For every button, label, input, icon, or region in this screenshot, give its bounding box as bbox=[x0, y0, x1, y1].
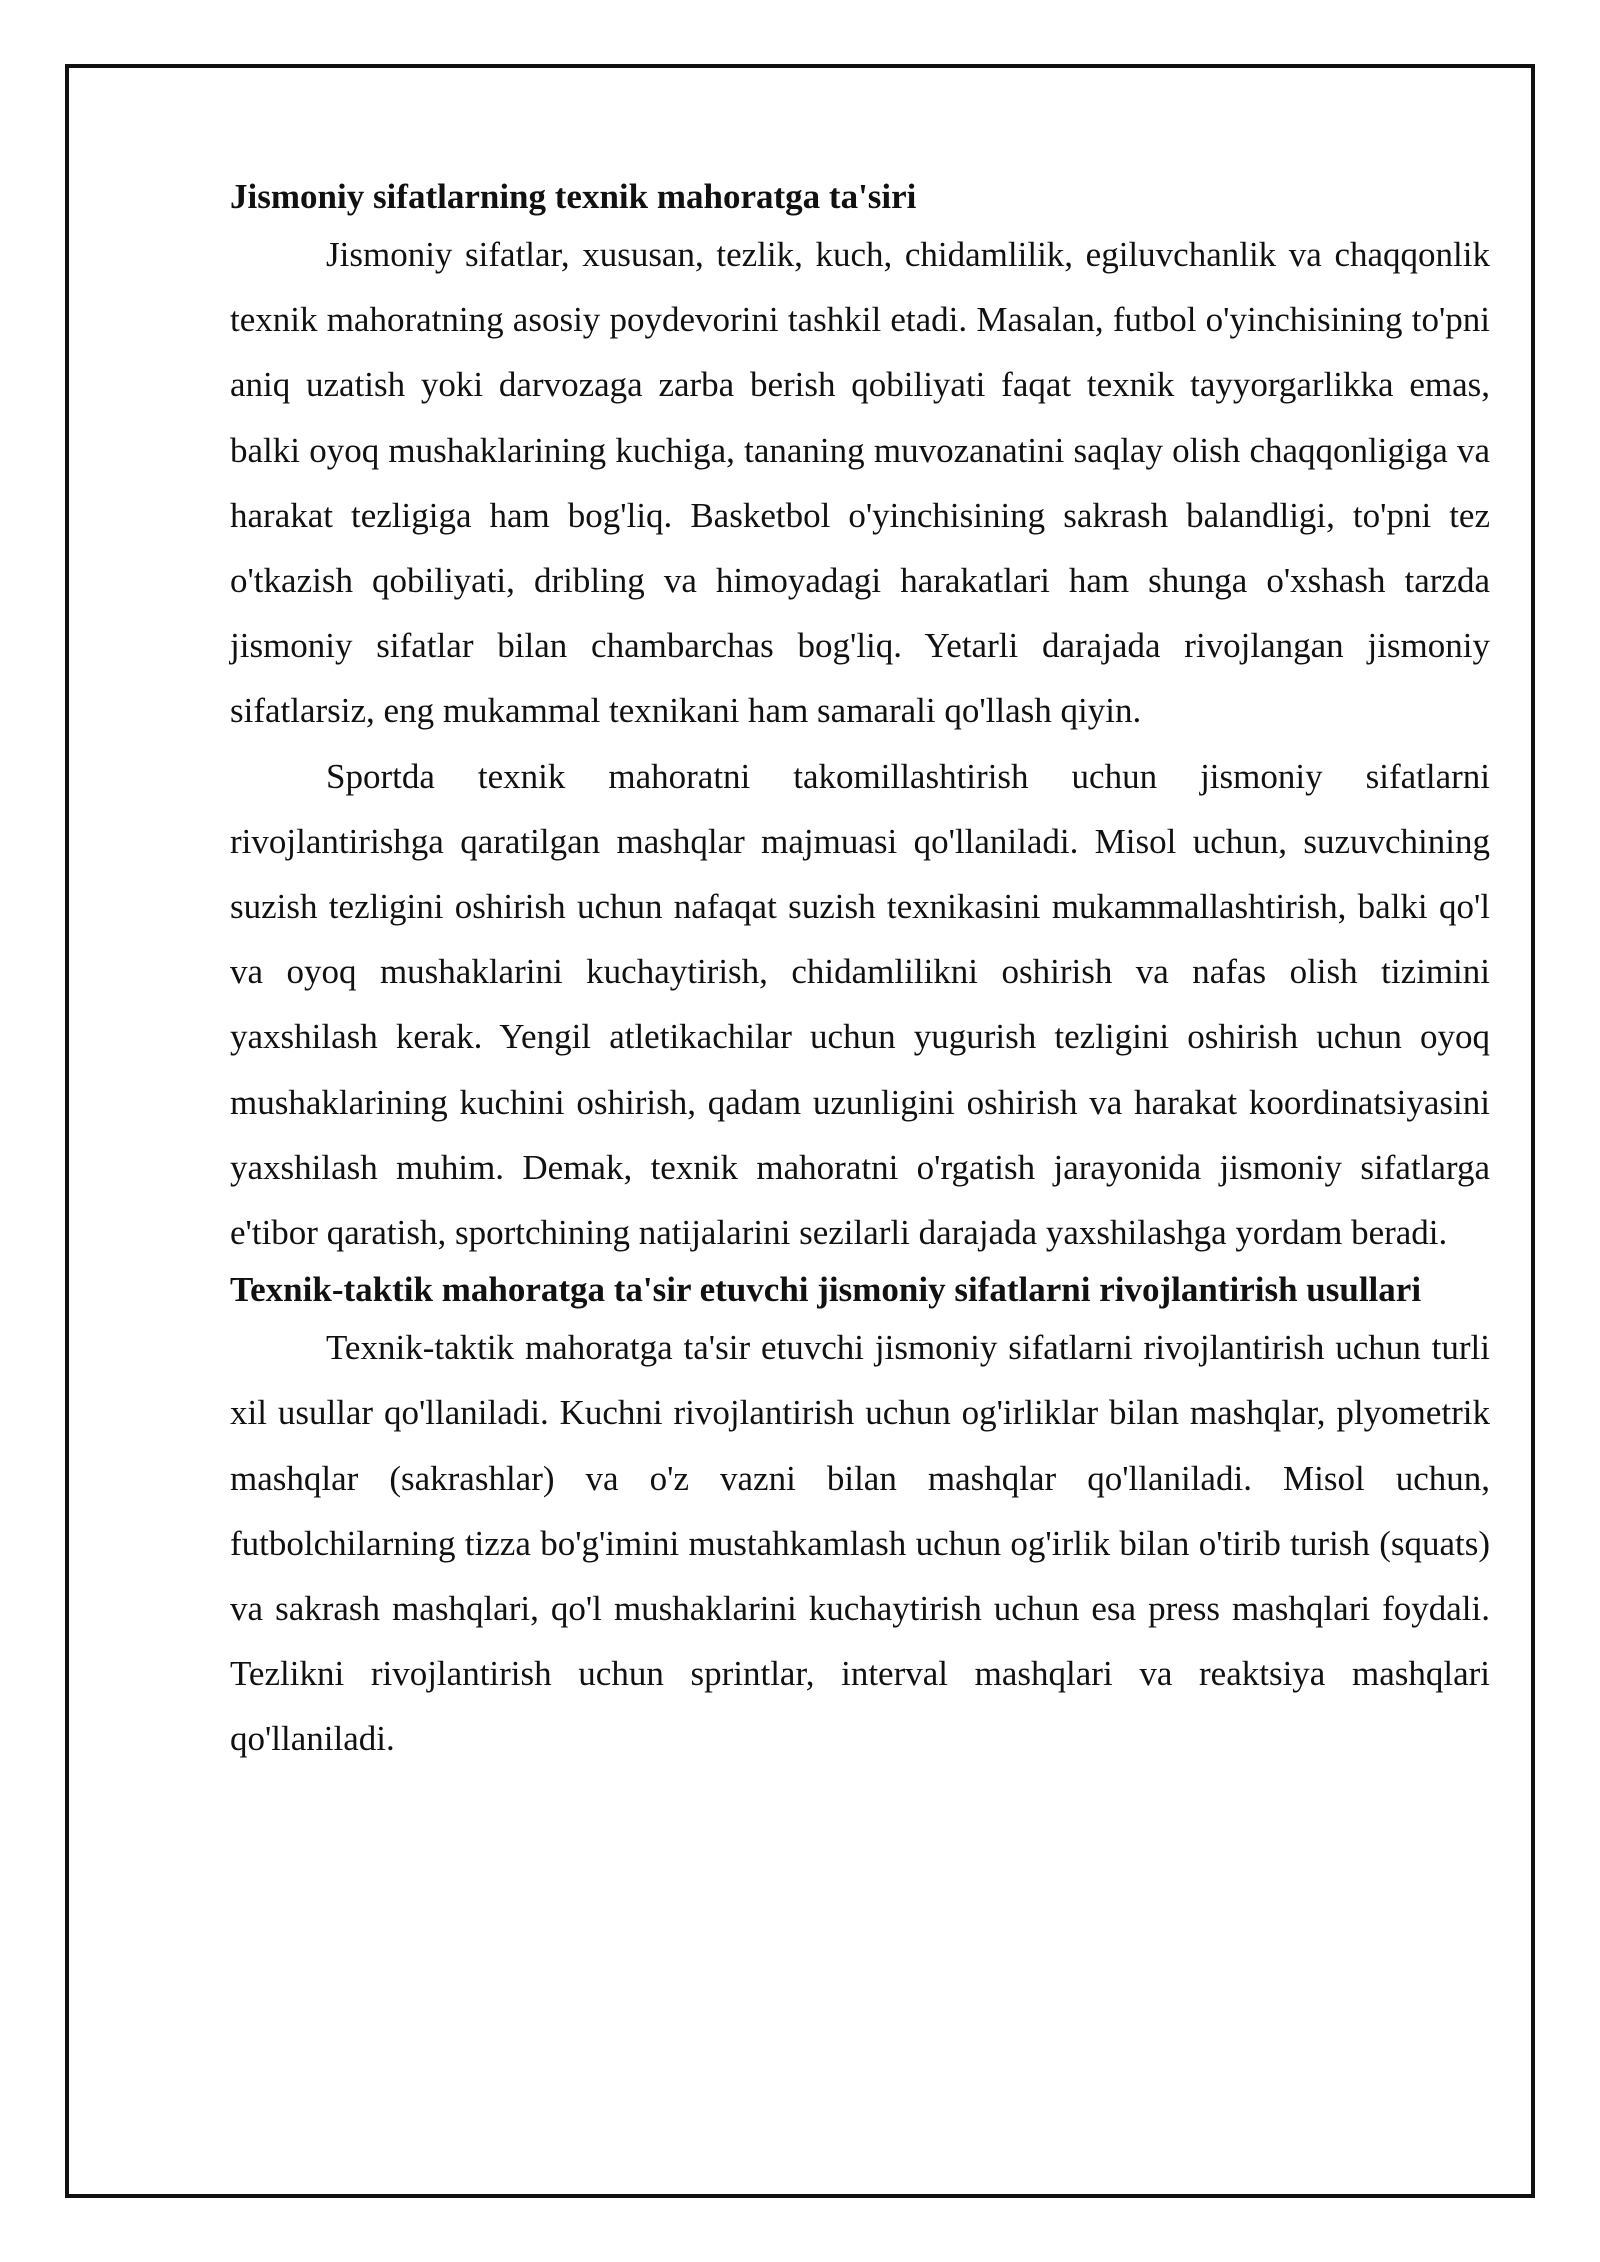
section-heading-1: Jismoniy sifatlarning texnik mahoratga ta'siri bbox=[230, 177, 917, 216]
paragraph-1: Jismoniy sifatlar, xususan, tezlik, kuch, chidamlilik, egiluvchanlik va chaqqonlik texnik mahoratning asosiy poydevorini tashkil etadi. Masalan, futbol o'yinchisining to'pni aniq uzatish yoki darvozaga zarba berish qobiliyati faqat texnik tayyorgarlikka emas, balki oyoq mushaklarining kuchiga, tananing muvozanatini saqlay olish chaqqonligiga va harakat tezligiga ham bog'liq. Basketbol o'yinchisining sakrash balandligi, to'pni tez o'tkazish qobiliyati, dribling va himoyadagi harakatlari ham shunga o'xshash tarzda jismoniy sifatlar bilan chambarchas bog'liq. Yetarli darajada rivojlangan jismoniy sifatlarsiz, eng mukammal texnikani ham samarali qo'llash qiyin. bbox=[230, 235, 1490, 731]
document-body bbox=[230, 172, 1490, 1772]
paragraph-2: Sportda texnik mahoratni takomillashtirish uchun jismoniy sifatlarni rivojlantirishga qaratilgan mashqlar majmuasi qo'llaniladi. Misol uchun, suzuvchining suzish tezligini oshirish uchun nafaqat suzish texnikasini mukammallashtirish, balki qo'l va oyoq mushaklarini kuchaytirish, chidamlilikni oshirish va nafas olish tizimini yaxshilash kerak. Yengil atletikachilar uchun yugurish tezligini oshirish uchun oyoq mushaklarining kuchini oshirish, qadam uzunligini oshirish va harakat koordinatsiyasini yaxshilash muhim. Demak, texnik mahoratni o'rgatish jarayonida jismoniy sifatlarga e'tibor qaratish, sportchining natijalarini sezilarli darajada yaxshilashga yordam beradi. bbox=[230, 756, 1490, 1253]
section-heading-2: Texnik-taktik mahoratga ta'sir etuvchi jismoniy sifatlarni rivojlantirish usullari bbox=[230, 1270, 1422, 1310]
paragraph-3: Texnik-taktik mahoratga ta'sir etuvchi jismoniy sifatlarni rivojlantirish uchun turli xil usullar qo'llaniladi. Kuchni rivojlantirish uchun og'irliklar bilan mashqlar, plyometrik mashqlar (sakrashlar) va o'z vazni bilan mashqlar qo'llaniladi. Misol uchun, futbolchilarning tizza bo'g'imini mustahkamlash uchun og'irlik bilan o'tirib turish (squats) va sakrash mashqlari, qo'l mushaklarini kuchaytirish uchun esa press mashqlari foydali. Tezlikni rivojlantirish uchun sprintlar, interval mashqlari va reaktsiya mashqlari qo'llaniladi. bbox=[230, 1328, 1490, 1759]
